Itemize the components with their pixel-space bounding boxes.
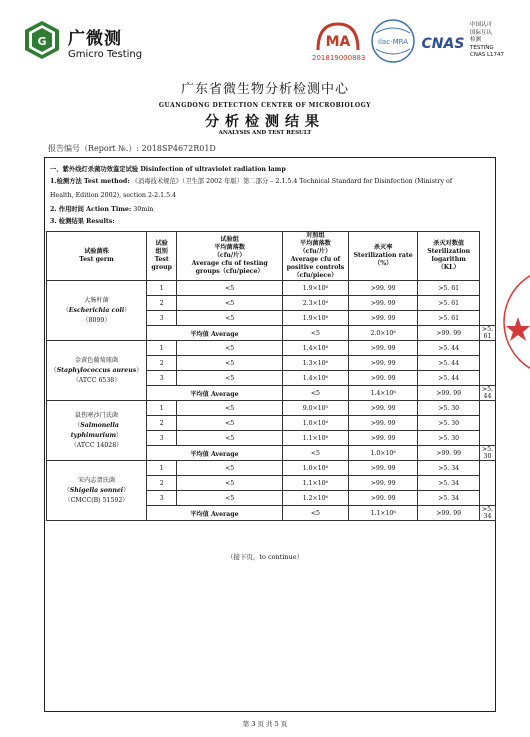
action-time-value: 30min (133, 206, 154, 213)
germ-latin-text: Shigella sonnei (69, 486, 124, 494)
control-average-cell: 1.3×10⁶ (282, 356, 348, 371)
results-heading (50, 217, 115, 227)
sterilization-rate-cell: >99. 99 (348, 296, 418, 311)
control-average-cell: 1.1×10⁶ (348, 506, 418, 521)
sterilization-log-cell: >5. 30 (418, 416, 479, 431)
header-sterilization-log (418, 232, 479, 281)
header-line: 试验 (155, 240, 168, 247)
test-method-text: 《消毒技术规范》（卫生部 2002 年版）第二部分 – 2.1.5.4 Technical Standard for Disinfection (Ministry of (131, 178, 453, 185)
control-average-cell: 1.1×10⁶ (282, 476, 348, 491)
header-line: 平均菌落数 (214, 244, 246, 251)
test-average-cell: <5 (177, 356, 282, 371)
test-average-cell: <5 (282, 506, 348, 521)
cnas-accreditation-text (470, 22, 530, 60)
header-line: Sterilization rate (353, 252, 413, 259)
center-title-cn: 广东省微生物分析检测中心 (180, 82, 349, 97)
germ-name-cn: 鼠伤寒沙门氏菌 (74, 411, 119, 419)
control-average-cell: 2.3×10⁶ (282, 296, 348, 311)
svg-text:G: G (37, 35, 47, 48)
group-cell: 3 (146, 371, 176, 386)
group-cell: 2 (146, 296, 176, 311)
sterilization-log-cell: >5. 44 (418, 356, 479, 371)
test-average-cell: <5 (177, 341, 282, 356)
header-line: Average cfu of (290, 256, 341, 263)
header-line: 试验菌株 (84, 248, 109, 255)
germ-name-latin: （Escherichia coli） (62, 306, 131, 314)
germ-strain: （8099） (82, 316, 111, 324)
test-method (50, 177, 490, 187)
germ-strain: （ATCC 14028） (70, 441, 123, 449)
ilac-label: ilac-MRA (378, 38, 408, 46)
header-line: 杀灭对数值 (433, 240, 465, 247)
sterilization-rate-cell: >99. 99 (348, 416, 418, 431)
sterilization-log-cell: >5. 34 (418, 461, 479, 476)
table-row (47, 341, 496, 356)
cnas-line: CNAS L1747 (470, 52, 505, 58)
header-line: （%） (374, 260, 393, 267)
header-line: （KL） (437, 264, 460, 271)
cnas-line: 国际互认 (470, 29, 493, 36)
test-average-cell: <5 (177, 491, 282, 506)
germ-strain: （CMCC(B) 51592） (64, 496, 129, 504)
header-line: 组别 (155, 248, 168, 255)
center-title-en: GUANGDONG DETECTION CENTER OF MICROBIOLOGY (158, 102, 372, 109)
cnas-line: 检测 (470, 37, 482, 43)
sterilization-rate-cell: >99. 99 (418, 326, 479, 341)
header-line: 平均菌落数 (299, 240, 331, 247)
sterilization-log-cell: >5. 44 (479, 386, 495, 401)
gmicro-logo (22, 20, 62, 60)
sterilization-rate-cell: >99. 99 (348, 281, 418, 296)
control-average-cell: 1.0×10⁶ (348, 446, 418, 461)
header-line: （cfu/片） (213, 252, 246, 259)
sterilization-rate-cell: >99. 99 (348, 461, 418, 476)
sterilization-rate-cell: >99. 99 (418, 506, 479, 521)
ilac-mra-icon (368, 18, 418, 64)
brand-name-en: Gmicro Testing (68, 49, 143, 60)
cnas-logo-icon (420, 30, 466, 54)
test-average-cell: <5 (177, 371, 282, 386)
section-1-title-text: 一、紫外线灯杀菌功效鉴定试验 Disinfection of ultraviolet radiation lamp (50, 166, 286, 173)
header-line: groups（cfu/piece） (195, 268, 264, 275)
table-row (47, 461, 496, 476)
header-line: 杀灭率 (373, 244, 393, 251)
company-seal-icon (500, 262, 530, 382)
header-line: 试验组 (220, 236, 239, 243)
sterilization-log-cell: >5. 61 (418, 296, 479, 311)
test-average-cell: <5 (282, 386, 348, 401)
average-label: 平均值 Average (146, 386, 282, 401)
action-time (50, 205, 153, 215)
header-line: Sterilization (427, 248, 471, 255)
test-average-cell: <5 (177, 461, 282, 476)
germ-name-cn: 宋内志贺氏菌 (77, 476, 116, 484)
sterilization-rate-cell: >99. 99 (348, 431, 418, 446)
sterilization-log-cell: >5. 30 (479, 446, 495, 461)
table-header-row (47, 232, 496, 281)
germ-name-latin: （Staphylococcus aureus） (50, 366, 143, 374)
germ-latin-text: Salmonella typhimurium (70, 421, 119, 439)
control-average-cell: 1.9×10⁶ (282, 281, 348, 296)
header-sterilization-rate (348, 232, 418, 281)
sterilization-rate-cell: >99. 99 (348, 476, 418, 491)
sterilization-log-cell: >5. 34 (418, 476, 479, 491)
cnas-line: 中国认可 (470, 22, 493, 28)
sterilization-rate-cell: >99. 99 (348, 341, 418, 356)
test-average-cell: <5 (177, 416, 282, 431)
group-cell: 2 (146, 356, 176, 371)
group-cell: 1 (146, 401, 176, 416)
test-average-cell: <5 (282, 446, 348, 461)
control-average-cell: 2.0×10⁶ (348, 326, 418, 341)
sterilization-rate-cell: >99. 99 (348, 491, 418, 506)
germ-latin-text: Staphylococcus aureus (56, 366, 137, 374)
table-row (47, 281, 496, 296)
continue-note: （接下页，to continue） (226, 553, 304, 561)
cnas-label: CNAS (421, 36, 465, 52)
test-average-cell: <5 (177, 296, 282, 311)
control-average-cell: 1.4×10⁶ (282, 371, 348, 386)
sterilization-rate-cell: >99. 99 (348, 311, 418, 326)
results-heading-text: 3. 检测结果 Results: (50, 218, 115, 225)
test-method-cont: Health, Edition 2002), section 2-2.1.5.4 (50, 192, 177, 199)
header-line: Average cfu of testing (191, 260, 268, 267)
header-line: 对照组 (306, 232, 325, 239)
test-average-cell: <5 (177, 311, 282, 326)
sterilization-log-cell: >5. 61 (418, 311, 479, 326)
group-cell: 1 (146, 461, 176, 476)
control-average-cell: 1.0×10⁶ (282, 461, 348, 476)
average-label: 平均值 Average (146, 446, 282, 461)
test-average-cell: <5 (177, 281, 282, 296)
germ-cell (47, 401, 147, 461)
sterilization-log-cell: >5. 34 (418, 491, 479, 506)
group-cell: 1 (146, 341, 176, 356)
sterilization-rate-cell: >99. 99 (348, 356, 418, 371)
header-line: Test germ (79, 256, 114, 263)
test-average-cell: <5 (177, 476, 282, 491)
group-cell: 3 (146, 431, 176, 446)
brand-name-cn: 广微测 (68, 29, 122, 49)
average-label: 平均值 Average (146, 506, 282, 521)
header-line: positive controls (286, 264, 345, 271)
germ-name-cn: 大肠杆菌 (84, 296, 109, 304)
header-control-average (282, 232, 348, 281)
cma-label: MA (325, 34, 351, 50)
germ-latin-text: Escherichia coli (68, 306, 125, 314)
sterilization-log-cell: >5. 30 (418, 401, 479, 416)
sterilization-rate-cell: >99. 99 (348, 401, 418, 416)
header-line: Test (154, 256, 169, 263)
cnas-line: TESTING (470, 44, 494, 51)
cma-code: 201819000883 (312, 54, 366, 62)
control-average-cell: 1.0×10⁶ (282, 416, 348, 431)
sterilization-log-cell: >5. 30 (418, 431, 479, 446)
section-1-title (50, 165, 286, 175)
test-average-cell: <5 (177, 431, 282, 446)
header-line: （cfu/片） (299, 248, 332, 255)
control-average-cell: 1.9×10⁶ (282, 311, 348, 326)
results-table (46, 231, 496, 521)
germ-cell (47, 281, 147, 341)
results-body (47, 281, 496, 521)
report-title-cn: 分析检测结果 (205, 114, 325, 130)
header-line: （cfu/piece） (293, 272, 338, 279)
group-cell: 2 (146, 476, 176, 491)
header-test-average (177, 232, 282, 281)
sterilization-log-cell: >5. 44 (418, 371, 479, 386)
sterilization-rate-cell: >99. 99 (418, 446, 479, 461)
sterilization-log-cell: >5. 61 (479, 326, 495, 341)
header-line: group (151, 264, 172, 271)
control-average-cell: 1.4×10⁶ (282, 341, 348, 356)
sterilization-rate-cell: >99. 99 (418, 386, 479, 401)
page-number: 第 3 页 共 5 页 (242, 720, 288, 728)
germ-cell (47, 461, 147, 521)
test-method-label: 1.检测方法 Test method: (50, 178, 130, 185)
germ-name-cn: 金黄色葡萄球菌 (74, 356, 119, 364)
control-average-cell: 1.1×10⁶ (282, 431, 348, 446)
header-line: logarithm (431, 256, 466, 263)
average-label: 平均值 Average (146, 326, 282, 341)
report-title-en: ANALYSIS AND TEST RESULT (218, 130, 312, 136)
header-test-germ (47, 232, 147, 281)
test-average-cell: <5 (282, 326, 348, 341)
group-cell: 1 (146, 281, 176, 296)
group-cell: 3 (146, 491, 176, 506)
control-average-cell: 1.2×10⁶ (282, 491, 348, 506)
group-cell: 2 (146, 416, 176, 431)
sterilization-log-cell: >5. 44 (418, 341, 479, 356)
header-test-group (146, 232, 176, 281)
control-average-cell: 1.4×10⁶ (348, 386, 418, 401)
test-average-cell: <5 (177, 401, 282, 416)
germ-name-latin: （Salmonella typhimurium） (70, 421, 123, 439)
germ-cell (47, 341, 147, 401)
germ-strain: （ATCC 6538） (72, 376, 121, 384)
group-cell: 3 (146, 311, 176, 326)
sterilization-log-cell: >5. 61 (418, 281, 479, 296)
table-row (47, 401, 496, 416)
sterilization-log-cell: >5. 34 (479, 506, 495, 521)
germ-name-latin: （Shigella sonnei） (63, 486, 130, 494)
sterilization-rate-cell: >99. 99 (348, 371, 418, 386)
action-time-label: 2. 作用时间 Action Time: (50, 206, 132, 213)
report-number: 报告编号（Report №.）: 2018SP4672R01D (48, 144, 216, 153)
control-average-cell: 9.0×10⁵ (282, 401, 348, 416)
